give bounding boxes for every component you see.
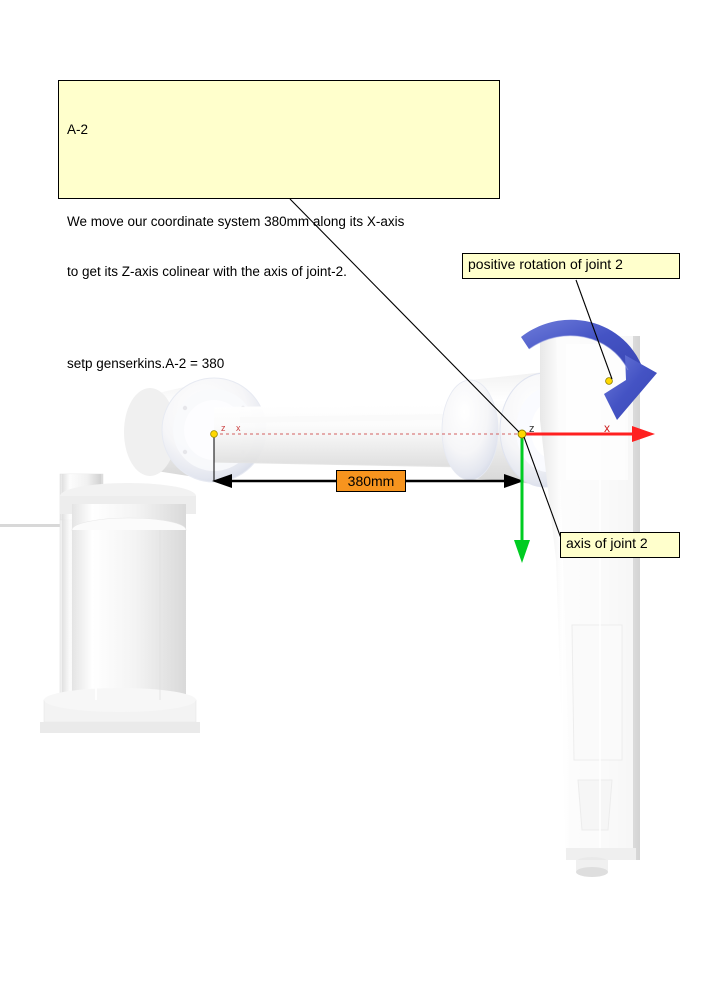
robot-base: [0, 474, 200, 733]
left-frame-x-label: x: [236, 423, 241, 433]
callout-a2-spacer-2: [67, 313, 491, 323]
callout-a2-heading: A-2: [67, 121, 89, 137]
callout-a2-body-line2: to get its Z-axis colinear with the axis of joint-2.: [67, 263, 347, 279]
left-frame-z-label: z: [221, 423, 226, 433]
callout-axis-of-joint-2: axis of joint 2: [560, 532, 680, 558]
callout-a2-body-line1: We move our coordinate system 380mm along its X-axis: [67, 214, 405, 230]
dimension-label-380mm: 380mm: [336, 470, 406, 492]
callout-positive-rotation: positive rotation of joint 2: [462, 253, 680, 279]
callout-a2-spacer-1: [67, 171, 491, 181]
callout-a2-command: setp genserkins.A-2 = 380: [67, 356, 225, 372]
right-frame-x-label: x: [604, 421, 610, 435]
right-frame-z-label: z: [529, 423, 535, 435]
forearm-link: [540, 336, 640, 877]
callout-a2: [58, 80, 500, 372]
